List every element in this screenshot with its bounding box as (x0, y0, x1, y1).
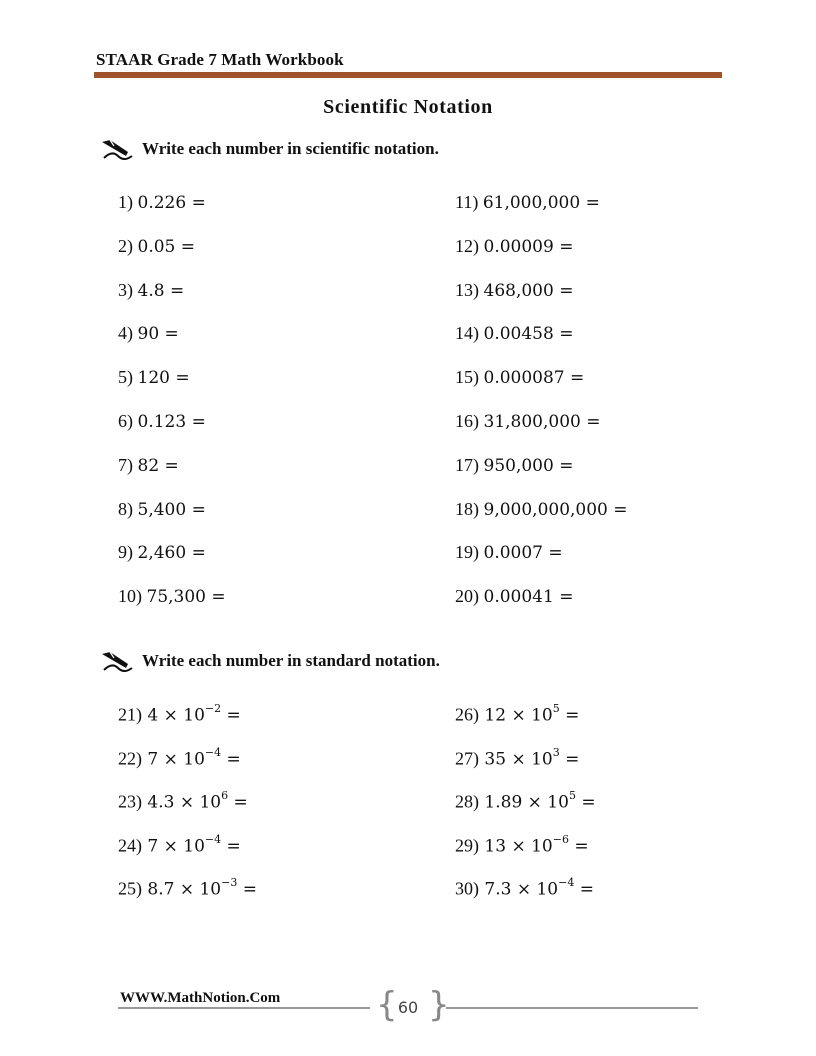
problem-expression: 0.123 = (137, 412, 206, 432)
equals-sign: = (221, 836, 241, 857)
problem-number: 29) (455, 835, 479, 856)
problem-number: 6) (118, 411, 138, 431)
problem-expression: 4.3 × 10 (142, 792, 222, 813)
problem-expression: 0.000087 = (483, 368, 585, 389)
header-divider (94, 72, 722, 78)
problem-expression: 0.0007 = (483, 543, 563, 564)
problem-number: 7) (118, 454, 138, 475)
problem-expression: 7 × 10 (142, 749, 205, 770)
problem-expression: 31,800,000 = (483, 412, 601, 432)
exponent: −2 (204, 702, 222, 715)
problem-item (455, 832, 589, 857)
problem-number: 15) (455, 367, 484, 388)
problem-number: 26) (455, 704, 479, 725)
problem-number: 19) (455, 542, 484, 563)
problem-expression: 0.00041 = (483, 587, 574, 608)
problem-item (118, 878, 257, 900)
problem-item (455, 542, 563, 563)
problem-number: 8) (118, 498, 138, 519)
problem-item (455, 586, 573, 607)
exponent: −4 (204, 832, 222, 846)
exponent: −6 (552, 832, 569, 846)
problem-item (455, 411, 600, 432)
problem-number: 27) (455, 748, 479, 769)
problem-expression: 61,000,000 = (482, 193, 600, 213)
problem-expression: 950,000 = (483, 455, 574, 476)
problem-item (118, 455, 179, 476)
problem-item (455, 745, 580, 770)
problem-expression: 12 × 10 (479, 705, 553, 726)
exponent: 3 (552, 745, 560, 759)
problem-number: 22) (118, 748, 142, 769)
equals-sign: = (237, 880, 257, 901)
problem-expression: 2,460 = (137, 543, 206, 564)
footer-divider-left (118, 1007, 370, 1009)
problem-item (118, 280, 184, 301)
problem-item (118, 586, 226, 607)
equals-sign: = (574, 880, 594, 901)
problem-expression: 468,000 = (483, 280, 574, 301)
problem-number: 21) (118, 704, 142, 725)
problem-number: 11) (455, 192, 483, 212)
instruction-text: Write each number in standard notation. (142, 651, 440, 670)
problem-number: 4) (118, 323, 138, 344)
problem-item (118, 542, 206, 563)
problem-number: 3) (118, 279, 138, 300)
problem-expression: 75,300 = (146, 587, 226, 608)
problem-number: 17) (455, 454, 484, 475)
problem-number: 1) (118, 192, 138, 212)
exponent: 6 (221, 789, 229, 803)
problem-expression: 0.226 = (137, 193, 206, 213)
exponent: −4 (204, 745, 222, 759)
pencil-writing-icon (100, 138, 134, 160)
equals-sign: = (575, 792, 596, 813)
problem-number: 5) (118, 367, 138, 388)
problem-number: 18) (455, 498, 484, 519)
problem-item (118, 236, 195, 257)
equals-sign: = (559, 749, 580, 770)
problem-number: 24) (118, 835, 142, 856)
footer-divider-right (446, 1007, 698, 1009)
problem-expression: 7.3 × 10 (479, 880, 559, 901)
problem-number: 13) (455, 279, 484, 300)
problem-expression: 120 = (137, 368, 190, 389)
page-number: 60 (397, 998, 419, 1017)
problem-number: 16) (455, 411, 484, 431)
problem-number: 9) (118, 542, 138, 563)
problem-item (118, 791, 248, 813)
section1-instruction (100, 138, 439, 160)
equals-sign: = (568, 836, 589, 857)
problem-item (455, 878, 594, 900)
problem-expression: 0.05 = (137, 236, 195, 257)
problem-number: 28) (455, 791, 479, 812)
problem-item (118, 745, 241, 770)
problem-expression: 82 = (137, 455, 179, 476)
problem-item (455, 499, 628, 520)
pencil-writing-icon (100, 650, 134, 672)
problem-item (118, 832, 241, 857)
problem-expression: 1.89 × 10 (479, 792, 569, 813)
problem-item (118, 499, 206, 520)
footer-url: WWW.MathNotion.Com (120, 990, 281, 1006)
problem-number: 23) (118, 791, 142, 812)
problem-number: 30) (455, 879, 479, 900)
problem-item (118, 704, 241, 726)
problem-expression: 0.00009 = (483, 236, 574, 257)
problem-number: 12) (455, 235, 484, 256)
exponent: 5 (568, 789, 576, 803)
exponent: −4 (558, 876, 575, 890)
problem-expression: 4.8 = (137, 280, 185, 301)
problem-item (118, 411, 206, 432)
problem-number: 25) (118, 879, 142, 900)
equals-sign: = (228, 792, 248, 813)
problem-expression: 4 × 10 (142, 705, 205, 726)
problem-item (455, 455, 573, 476)
instruction-text: Write each number in scientific notation. (142, 139, 439, 158)
problem-expression: 13 × 10 (479, 836, 553, 857)
equals-sign: = (221, 705, 241, 726)
left-brace-icon: { (376, 985, 398, 1025)
exponent: 5 (552, 702, 560, 715)
problem-item (455, 192, 600, 213)
problem-item (455, 323, 573, 344)
section2-instruction (100, 650, 440, 672)
problem-expression: 35 × 10 (479, 749, 553, 770)
problem-expression: 90 = (137, 324, 179, 345)
problem-expression: 0.00458 = (483, 324, 574, 345)
problem-item (455, 280, 573, 301)
problem-expression: 8.7 × 10 (142, 880, 222, 901)
equals-sign: = (559, 705, 580, 726)
problem-number: 14) (455, 323, 484, 344)
problem-item (455, 704, 579, 726)
equals-sign: = (221, 749, 241, 770)
problem-item (455, 367, 584, 388)
problem-number: 2) (118, 235, 138, 256)
problem-expression: 9,000,000,000 = (483, 499, 628, 520)
problem-item (455, 791, 596, 813)
problem-expression: 5,400 = (137, 499, 206, 520)
page-title: Scientific Notation (323, 96, 493, 118)
problem-item (118, 323, 179, 344)
problem-item (455, 236, 573, 257)
right-brace-icon: } (428, 985, 450, 1025)
problem-number: 20) (455, 586, 484, 607)
problem-item (118, 367, 190, 388)
workbook-title: STAAR Grade 7 Math Workbook (96, 50, 344, 69)
problem-expression: 7 × 10 (142, 836, 205, 857)
exponent: −3 (221, 876, 238, 890)
problem-number: 10) (118, 586, 147, 607)
problem-item (118, 192, 206, 213)
